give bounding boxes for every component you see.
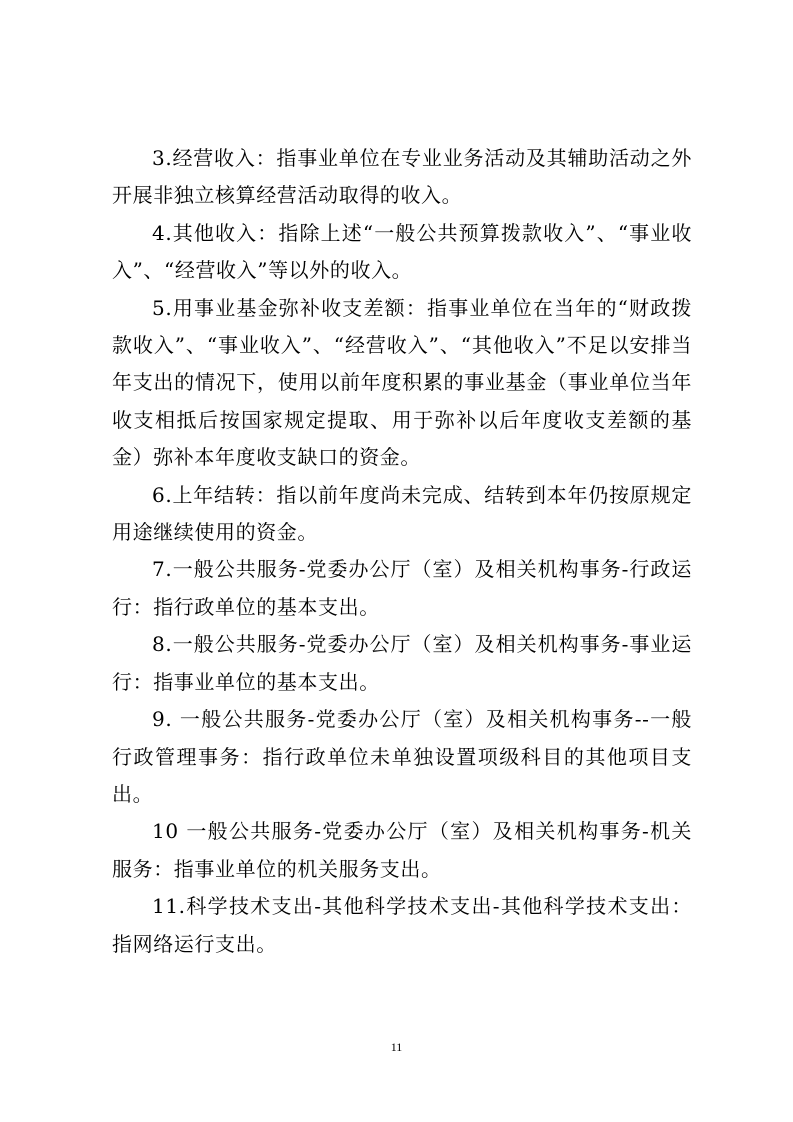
paragraph-business-income: 3.经营收入：指事业单位在专业业务活动及其辅助活动之外开展非独立核算经营活动取得的收入。 <box>112 146 692 208</box>
paragraph-institution-operation: 8.一般公共服务-党委办公厅（室）及相关机构事务-事业运行：指事业单位的基本支出。 <box>112 632 692 694</box>
paragraph-office-services: 10 一般公共服务-党委办公厅（室）及相关机构事务-机关服务：指事业单位的机关服务支出。 <box>112 819 692 881</box>
paragraph-general-admin-affairs: 9. 一般公共服务-党委办公厅（室）及相关机构事务--一般行政管理事务：指行政单位未单独设置项级科目的其他项目支出。 <box>112 707 692 806</box>
body-text <box>112 140 692 963</box>
paragraph-admin-operation: 7.一般公共服务-党委办公厅（室）及相关机构事务-行政运行：指行政单位的基本支出。 <box>112 557 692 619</box>
paragraph-carryover: 6.上年结转：指以前年度尚未完成、结转到本年仍按原规定用途继续使用的资金。 <box>112 482 692 545</box>
paragraph-science-tech: 11.科学技术支出-其他科学技术支出-其他科学技术支出：指网络运行支出。 <box>112 894 692 956</box>
paragraph-institution-fund: 5.用事业基金弥补收支差额：指事业单位在当年的“财政拨款收入”、“事业收入”、“经营收入”、“其他收入”不足以安排当年支出的情况下，使用以前年度积累的事业基金（事业单位当年收支相抵后按国家规定提取、用于弥补以后年度收支差额的基金）弥补本年度收支缺口的资金。 <box>112 295 692 470</box>
page-number: 11 <box>390 1040 403 1054</box>
paragraph-other-income: 4.其他收入：指除上述“一般公共预算拨款收入”、“事业收入”、“经营收入”等以外的收入。 <box>112 220 692 283</box>
